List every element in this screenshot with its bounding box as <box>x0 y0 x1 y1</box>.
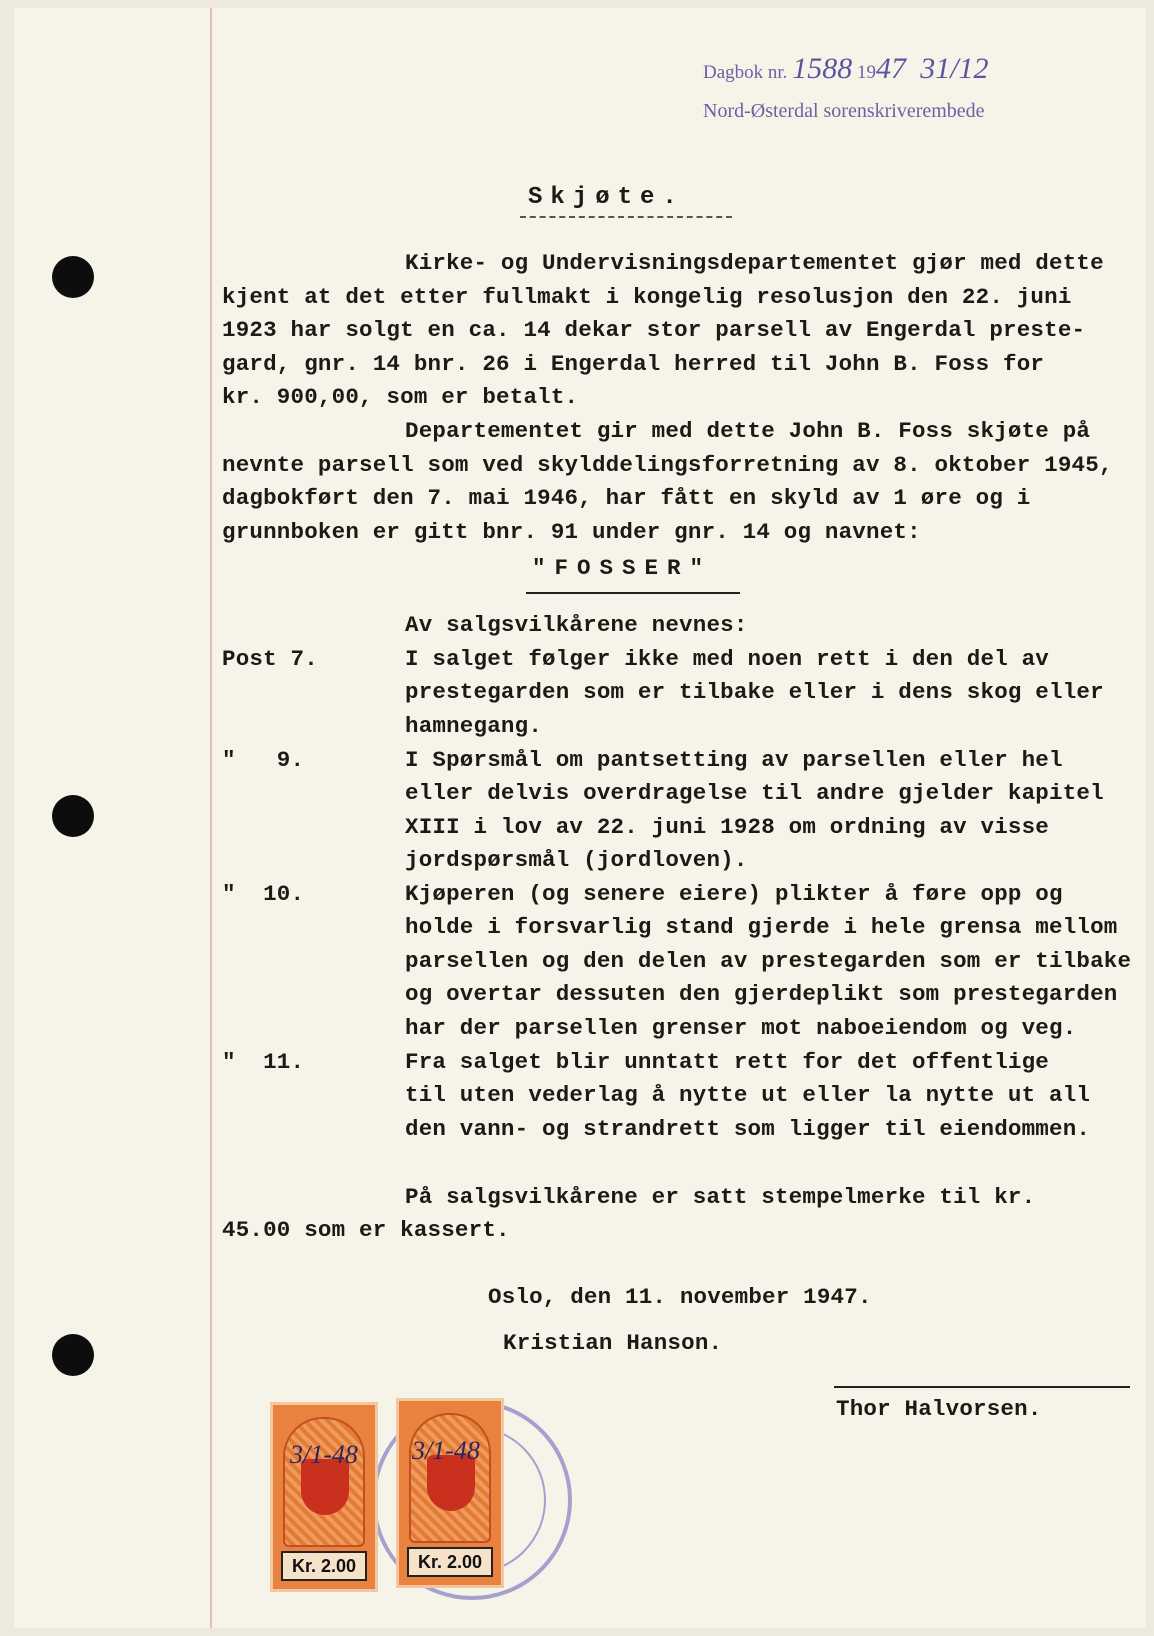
signer-1: Kristian Hanson. <box>503 1330 723 1356</box>
body-line: Departementet gir med dette John B. Foss skjøte på <box>405 418 1091 444</box>
condition-text-line: jordspørsmål (jordloven). <box>405 847 748 874</box>
condition-text-line: Fra salget blir unntatt rett for det offentlige <box>405 1049 1050 1075</box>
condition-label: " 9. <box>222 747 305 773</box>
punch-hole <box>52 1334 94 1376</box>
document-title: Skjøte. <box>528 184 685 211</box>
registry-number: 1588 <box>792 52 853 85</box>
registry-year-prefix: 19 <box>856 62 876 83</box>
body-line: Kirke- og Undervisningsdepartementet gjør med dette <box>405 250 1104 276</box>
body-line: dagbokført den 7. mai 1946, har fått en skyld av 1 øre og i <box>222 485 1031 512</box>
conditions-intro: Av salgsvilkårene nevnes: <box>405 612 748 638</box>
property-name: "FOSSER" <box>532 555 713 581</box>
condition-text-line: Kjøperen (og senere eiere) plikter å føre opp og <box>405 881 1063 907</box>
condition-text-line: hamnegang. <box>405 712 543 739</box>
body-line: kr. 900,00, som er betalt. <box>222 384 579 411</box>
condition-label: " 11. <box>222 1049 305 1075</box>
condition-label: Post 7. <box>222 646 318 672</box>
condition-text-line: XIII i lov av 22. juni 1928 om ordning av visse <box>405 813 1050 840</box>
condition-label: " 10. <box>222 881 305 907</box>
property-name-underline <box>526 592 740 594</box>
body-line: grunnboken er gitt bnr. 91 under gnr. 14 og navnet: <box>222 518 921 545</box>
condition-text-line: den vann- og strandrett som ligger til eiendommen. <box>405 1115 1091 1142</box>
tax-stamp <box>396 1398 504 1588</box>
condition-text-line: I salget følger ikke med noen rett i den del av <box>405 646 1050 672</box>
condition-text-line: til uten vederlag å nytte ut eller la nytte ut all <box>405 1082 1091 1109</box>
tax-stamp-value: Kr. 2.00 <box>407 1547 493 1577</box>
body-line: nevnte parsell som ved skylddelingsforretning av 8. oktober 1945, <box>222 451 1113 478</box>
body-line: 1923 har solgt en ca. 14 dekar stor parsell av Engerdal preste- <box>222 317 1086 344</box>
body-line: kjent at det etter fullmakt i kongelig resolusjon den 22. juni <box>222 283 1072 310</box>
condition-text-line: har der parsellen grenser mot naboeiendom og veg. <box>405 1014 1077 1041</box>
condition-text-line: prestegarden som er tilbake eller i dens skog eller <box>405 679 1104 706</box>
fee-line-2: 45.00 som er kassert. <box>222 1217 510 1243</box>
registry-label: Dagbok nr. <box>703 62 788 83</box>
registry-date: 31/12 <box>920 52 989 85</box>
tax-stamp <box>270 1402 378 1592</box>
registry-office: Nord-Østerdal sorenskriverembede <box>703 100 985 122</box>
punch-hole <box>52 795 94 837</box>
signature-rule <box>834 1386 1130 1388</box>
fee-line-1: På salgsvilkårene er satt stempelmerke til kr. <box>405 1184 1036 1210</box>
place-date: Oslo, den 11. november 1947. <box>488 1284 872 1310</box>
stamp-cancel-date: 3/1-48 <box>290 1440 358 1469</box>
registry-stamp <box>703 52 989 86</box>
title-underline <box>520 216 732 218</box>
punch-hole <box>52 256 94 298</box>
signer-2: Thor Halvorsen. <box>836 1396 1042 1422</box>
condition-text-line: I Spørsmål om pantsetting av parsellen eller hel <box>405 747 1063 773</box>
condition-text-line: eller delvis overdragelse til andre gjelder kapitel <box>405 780 1104 807</box>
body-line: gard, gnr. 14 bnr. 26 i Engerdal herred til John B. Foss for <box>222 350 1045 377</box>
condition-text-line: holde i forsvarlig stand gjerde i hele grensa mellom <box>405 914 1118 941</box>
condition-text-line: og overtar dessuten den gjerdeplikt som prestegarden <box>405 981 1118 1008</box>
condition-text-line: parsellen og den delen av prestegarden som er tilbake <box>405 947 1132 974</box>
tax-stamp-value: Kr. 2.00 <box>281 1551 367 1581</box>
margin-line <box>210 8 212 1628</box>
registry-year-suffix: 47 <box>875 52 906 85</box>
stamp-cancel-date: 3/1-48 <box>412 1436 480 1465</box>
